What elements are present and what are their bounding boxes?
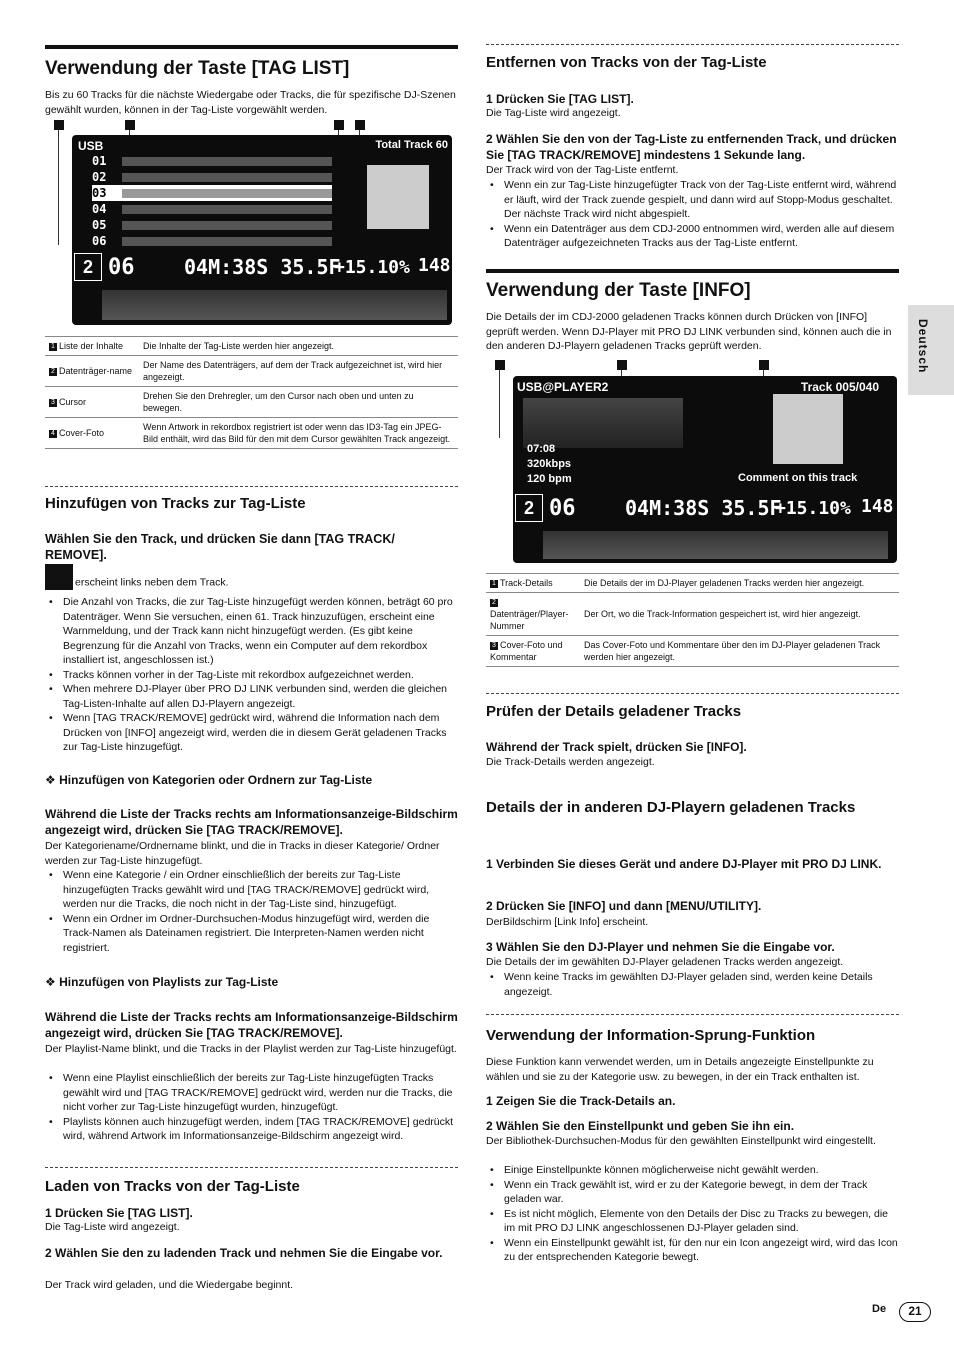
add-bullets [45, 595, 458, 755]
check-icon [45, 564, 73, 590]
bullet-item: • Wenn [TAG TRACK/REMOVE] gedrückt wird, während die Information nach dem Drücken von [INFO] angezeigt wird, werden die in diesem Gerät geladenen Tracks zur Tag-Liste hinzugefügt. [45, 711, 458, 755]
callout-marker-1 [495, 360, 505, 370]
callout-marker-2 [125, 120, 135, 130]
bullet-item: • Wenn ein zur Tag-Liste hinzugefügter Track von der Tag-Liste entfernt wird, während er läuft, wird der Track zuende gespielt, und dann wird auf Stopp-Modus geschaltet. Der nächste Track wird nicht abgespielt. [486, 178, 899, 222]
tag-list-rows [92, 153, 332, 249]
legend-value: Der Ort, wo die Track-Information gespeichert ist, wird hier angezeigt. [580, 593, 899, 636]
info-intro: Die Details der im CDJ-2000 geladenen Tracks können durch Drücken von [INFO] geprüft werden. Wenn DJ-Player mit PRO DJ LINK verbunden sind, können auch die in den anderen DJ-Playern geladenen Tracks geprüft werden. [486, 311, 892, 352]
bullet-item: • Playlists können auch hinzugefügt werden, indem [TAG TRACK/REMOVE] gedrückt wird, während Artwork im Informationsanzeige-Bildschirm angezeigt wird. [45, 1115, 458, 1144]
legend-number: 1 [49, 343, 57, 351]
playlist-bullets [45, 1071, 458, 1144]
check-line: erscheint links neben dem Track. [45, 564, 458, 590]
tempo-display: +15.10% [334, 257, 410, 278]
page-number: 21 [899, 1302, 931, 1322]
callout-marker-3 [759, 360, 769, 370]
track-index: 02 [92, 170, 107, 184]
other-step-1: 1 Verbinden Sie dieses Gerät und andere DJ-Player mit PRO DJ LINK. [486, 857, 882, 871]
track-title-bar [122, 157, 332, 166]
legend-row [486, 574, 899, 593]
info-legend [486, 573, 899, 667]
tag-list-legend [45, 336, 458, 449]
playlist-title: ❖ Hinzufügen von Playlists zur Tag-Liste [45, 975, 279, 989]
playlist-instruction: Während die Liste der Tracks rechts am Informationsanzeige-Bildschirm angezeigt wird, drücken Sie [TAG TRACK/REMOVE]. [45, 1010, 458, 1040]
legend-key: Cursor [59, 397, 87, 407]
legend-key: Cover-Foto und Kommentar [490, 640, 563, 662]
other-bullets [486, 970, 899, 999]
remove-step-2: 2 Wählen Sie den von der Tag-Liste zu entfernenden Track, und drücken Sie [TAG TRACK/REMOVE] mindestens 1 Sekunde lang. [486, 132, 897, 162]
comment-label: Comment on this track [738, 472, 858, 484]
language-tab: Deutsch [908, 305, 954, 395]
legend-row [45, 356, 458, 387]
tag-list-row[interactable] [92, 185, 332, 201]
playlist-desc: Der Playlist-Name blinkt, und die Tracks in der Playlist werden zur Tag-Liste hinzugefügt. [45, 1043, 457, 1055]
load-step-2: 2 Wählen Sie den zu ladenden Track und nehmen Sie die Eingabe vor. [45, 1246, 443, 1260]
other-step-2: 2 Drücken Sie [INFO] und dann [MENU/UTILITY]. [486, 899, 762, 913]
callout-marker-1 [54, 120, 64, 130]
legend-number: 2 [490, 599, 498, 607]
load-title: Laden von Tracks von der Tag-Liste [45, 1178, 300, 1195]
tag-list-intro: Bis zu 60 Tracks für die nächste Wiedergabe oder Tracks, die für spezifische DJ-Szenen gewählt wurden, können in der Tag-Liste vorgewählt werden. [45, 89, 456, 116]
legend-value: Die Details der im DJ-Player geladenen Tracks werden hier angezeigt. [580, 574, 899, 593]
category-instruction: Während die Liste der Tracks rechts am Informationsanzeige-Bildschirm angezeigt wird, drücken Sie [TAG TRACK/REMOVE]. [45, 807, 458, 837]
legend-row [45, 387, 458, 418]
waveform [543, 531, 888, 559]
load-step-1-desc: Die Tag-Liste wird angezeigt. [45, 1221, 180, 1233]
remove-step-1: 1 Drücken Sie [TAG LIST]. [486, 92, 634, 106]
bullet-item: • Wenn ein Datenträger aus dem CDJ-2000 entnommen wird, werden alle auf diesem Datenträger aufgezeichneten Tracks aus der Tag-Liste entfernt. [486, 222, 899, 251]
player-number: 2 [74, 253, 102, 281]
other-title: Details der in anderen DJ-Playern geladenen Tracks [486, 799, 856, 816]
category-desc: Der Kategoriename/Ordnername blinkt, und die in Tracks in dieser Kategorie/ Ordner werden zur Tag-Liste hinzugefügt. [45, 840, 440, 867]
time-length: 07:08 [527, 443, 556, 455]
waveform [102, 290, 447, 320]
tag-list-screen [72, 135, 452, 325]
bullet-item: • Einige Einstellpunkte können möglicherweise nicht gewählt werden. [486, 1163, 899, 1178]
usb-label: USB [78, 139, 104, 153]
legend-value: Das Cover-Foto und Kommentare über den im DJ-Player geladenen Track werden hier angezeigt. [580, 636, 899, 667]
legend-value: Der Name des Datenträgers, auf dem der Track aufgezeichnet ist, wird hier angezeigt. [139, 356, 458, 387]
remove-title: Entfernen von Tracks von der Tag-Liste [486, 54, 767, 71]
tag-list-row[interactable] [92, 201, 332, 217]
bullet-item: • Wenn ein Track gewählt ist, wird er zu der Kategorie bewegt, in dem der Track geladen war. [486, 1178, 899, 1207]
track-title-bar [122, 189, 332, 198]
info-title: Verwendung der Taste [INFO] [486, 280, 751, 301]
other-step-3: 3 Wählen Sie den DJ-Player und nehmen Sie die Eingabe vor. [486, 940, 835, 954]
track-index: 03 [92, 186, 107, 200]
jump-intro: Diese Funktion kann verwendet werden, um in Details angezeigte Einstellpunkte zu wählen und sie zu der Kategorie usw. zu bewegen, in der ein Track enthalten ist. [486, 1056, 874, 1083]
tag-list-row[interactable] [92, 153, 332, 169]
time-display: 04M:38S 35.5F [184, 255, 341, 279]
callout-marker-3 [334, 120, 344, 130]
bpm-display: 148 [418, 255, 451, 276]
legend-value: Wenn Artwork in rekordbox registriert ist oder wenn das ID3-Tag ein JPEG-Bild enthält, wird das Bild für den mit dem Cursor gewählten Track angezeigt. [139, 418, 458, 449]
tag-list-row[interactable] [92, 217, 332, 233]
track-index: 06 [92, 234, 107, 248]
legend-value: Drehen Sie den Drehregler, um den Cursor nach oben und unten zu bewegen. [139, 387, 458, 418]
tag-list-row[interactable] [92, 233, 332, 249]
legend-row [486, 593, 899, 636]
tag-list-row[interactable] [92, 169, 332, 185]
remove-step-2-desc: Der Track wird von der Tag-Liste entfernt. [486, 164, 679, 176]
check-desc: Die Track-Details werden angezeigt. [486, 756, 655, 768]
time-display: 04M:38S 35.5F [625, 496, 782, 520]
track-title-bar [122, 221, 332, 230]
legend-key: Cover-Foto [59, 428, 105, 438]
callout-marker-4 [355, 120, 365, 130]
load-step-2-desc: Der Track wird geladen, und die Wiedergabe beginnt. [45, 1279, 294, 1291]
bullet-item: • Wenn ein Ordner im Ordner-Durchsuchen-Modus hinzugefügt wird, werden die Track-Namen als Dateinamen registriert. Die Interpreten-Namen werden nicht registriert. [45, 912, 458, 956]
section-rule [45, 45, 458, 49]
track-title-bar [122, 173, 332, 182]
bullet-item: • Wenn keine Tracks im gewählten DJ-Player geladen sind, werden keine Details angezeigt. [486, 970, 899, 999]
legend-key: Datenträger/Player-Nummer [490, 609, 569, 631]
jump-title: Verwendung der Information-Sprung-Funktion [486, 1027, 816, 1044]
info-screen [513, 376, 897, 563]
player-number: 2 [515, 494, 543, 522]
bullet-item: • Wenn eine Kategorie / ein Ordner einschließlich der bereits zur Tag-Liste hinzugefügten Tracks gewählt wird und [TAG TRACK/REMOVE] gedrückt wird, werden nur die Tracks, die noch nicht in der Tag-Liste sind, hinzugefügt. [45, 868, 458, 912]
legend-key: Datenträger-name [59, 366, 133, 376]
tempo-display: +15.10% [775, 498, 851, 519]
remove-step-1-desc: Die Tag-Liste wird angezeigt. [486, 107, 621, 119]
legend-number: 2 [49, 368, 57, 376]
load-step-1: 1 Drücken Sie [TAG LIST]. [45, 1206, 193, 1220]
cover-photo [773, 394, 843, 464]
callout-marker-2 [617, 360, 627, 370]
bpm-display: 148 [861, 496, 894, 517]
track-index: 05 [92, 218, 107, 232]
footer-lang: De [872, 1303, 887, 1315]
legend-row [45, 418, 458, 449]
bitrate: 320kbps [527, 458, 572, 470]
legend-number: 3 [490, 642, 498, 650]
category-title: ❖ Hinzufügen von Kategorien oder Ordnern zur Tag-Liste [45, 773, 373, 787]
legend-number: 3 [49, 399, 57, 407]
legend-row [45, 337, 458, 356]
bullet-item: • Tracks können vorher in der Tag-Liste mit rekordbox aufgezeichnet werden. [45, 668, 458, 683]
track-title-bar [122, 237, 332, 246]
bullet-item: • Die Anzahl von Tracks, die zur Tag-Liste hinzugefügt werden können, beträgt 60 pro Datenträger. Wenn Sie versuchen, einen 61. Track hinzuzufügen, erscheint eine Warnmeldung, und der Track kann nicht hinzugefügt werden. (Es gibt keine Begrenzung für die Anzahl von Tracks, wenn ein Computer auf dem rekordbox installiert ist, angeschlossen ist.) [45, 595, 458, 668]
bpm-detail: 120 bpm [527, 473, 572, 485]
tag-list-title: Verwendung der Taste [TAG LIST] [45, 58, 350, 79]
track-detail-rows [523, 398, 683, 448]
jump-step-2-desc: Der Bibliothek-Durchsuchen-Modus für den gewählten Einstellpunkt wird eingestellt. [486, 1135, 876, 1147]
bullet-item: • Wenn ein Einstellpunkt gewählt ist, für den nur ein Icon angezeigt wird, wird das Icon zu der entsprechenden Kategorie bewegt. [486, 1236, 899, 1265]
total-track-label: Total Track 60 [375, 139, 448, 151]
track-number: 06 [108, 255, 135, 280]
track-count-label: Track 005/040 [800, 380, 879, 394]
add-title: Hinzufügen von Tracks zur Tag-Liste [45, 495, 306, 512]
jump-bullets [486, 1163, 899, 1265]
legend-row [486, 636, 899, 667]
check-title: Prüfen der Details geladener Tracks [486, 703, 742, 720]
legend-number: 4 [49, 430, 57, 438]
track-number: 06 [549, 496, 576, 521]
track-index: 01 [92, 154, 107, 168]
track-index: 04 [92, 202, 107, 216]
other-step-3-desc: Die Details der im gewählten DJ-Player geladenen Tracks werden angezeigt. [486, 956, 844, 968]
check-instruction: Während der Track spielt, drücken Sie [INFO]. [486, 740, 747, 754]
legend-key: Track-Details [500, 578, 553, 588]
source-label: USB@PLAYER2 [517, 380, 609, 394]
cover-photo [367, 165, 429, 229]
jump-step-1: 1 Zeigen Sie die Track-Details an. [486, 1094, 676, 1108]
category-bullets [45, 868, 458, 955]
bullet-item: • Es ist nicht möglich, Elemente von den Details der Disc zu Tracks zu bewegen, die im mit PRO DJ LINK angeschlossenen DJ-Player geladen sind. [486, 1207, 899, 1236]
legend-value: Die Inhalte der Tag-Liste werden hier angezeigt. [139, 337, 458, 356]
legend-number: 1 [490, 580, 498, 588]
remove-bullets [486, 178, 899, 251]
jump-step-2: 2 Wählen Sie den Einstellpunkt und geben Sie ihn ein. [486, 1119, 795, 1133]
track-title-bar [122, 205, 332, 214]
bullet-item: • Wenn eine Playlist einschließlich der bereits zur Tag-Liste hinzugefügten Tracks gewählt wird und [TAG TRACK/REMOVE] gedrückt wird, werden nur die Tracks, die nicht vorher zur Tag-Liste hinzugefügt wurden, hinzugefügt. [45, 1071, 458, 1115]
add-instruction: Wählen Sie den Track, und drücken Sie dann [TAG TRACK/ REMOVE]. [45, 532, 395, 562]
legend-key: Liste der Inhalte [59, 341, 124, 351]
bullet-item: • When mehrere DJ-Player über PRO DJ LINK verbunden sind, werden die gleichen Tag-Listen-Inhalte auf allen DJ-Playern angezeigt. [45, 682, 458, 711]
other-step-2-desc: DerBildschirm [Link Info] erscheint. [486, 916, 649, 928]
